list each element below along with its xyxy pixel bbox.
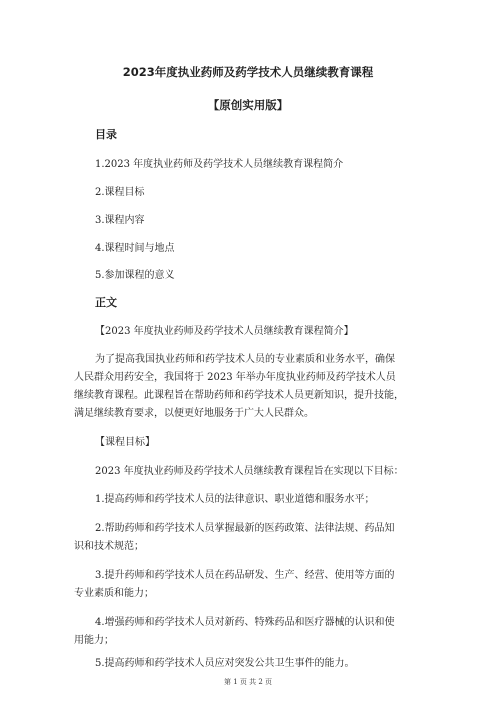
goal-4-line-1: 4.增强药师和药学技术人员对新药、特殊药品和医疗器械的认识和使 — [95, 617, 395, 628]
toc-item-3: 3.课程内容 — [95, 215, 145, 226]
goal-3-line-1: 3.提升药师和药学技术人员在药品研发、生产、经营、使用等方面的 — [95, 570, 395, 581]
goal-4-line-2: 用能力； — [74, 635, 114, 646]
intro-line-4: 满足继续教育要求，以便更好地服务于广大人民群众。 — [74, 408, 314, 419]
goal-3-line-2: 专业素质和能力； — [74, 588, 154, 599]
intro-line-3: 继续教育课程。此课程旨在帮助药师和药学技术人员更新知识，提升技能， — [74, 390, 404, 401]
goal-2-line-2: 识和技术规范； — [74, 541, 144, 552]
toc-item-1: 1.2023 年度执业药师及药学技术人员继续教育课程简介 — [95, 159, 344, 170]
section-goals-title: 【课程目标】 — [95, 437, 155, 448]
section-intro-title: 【2023 年度执业药师及药学技术人员继续教育课程简介】 — [95, 326, 354, 337]
goal-2-line-1: 2.帮助药师和药学技术人员掌握最新的医药政策、法律法规、药品知 — [95, 523, 395, 534]
goal-1: 1.提高药师和药学技术人员的法律意识、职业道德和服务水平； — [95, 494, 375, 505]
page-footer: 第 1 页 共 2 页 — [223, 678, 273, 686]
toc-heading: 目录 — [95, 128, 117, 141]
intro-line-2: 人民群众用药安全，我国将于 2023 年举办年度执业药师及药学技术人员 — [74, 372, 396, 383]
body-heading: 正文 — [95, 296, 117, 309]
goal-5: 5.提高药师和药学技术人员应对突发公共卫生事件的能力。 — [95, 658, 355, 669]
toc-item-2: 2.课程目标 — [95, 187, 145, 198]
document-title: 2023年度执业药师及药学技术人员继续教育课程 — [122, 65, 374, 79]
document-subtitle: 【原创实用版】 — [207, 98, 289, 112]
toc-item-5: 5.参加课程的意义 — [95, 270, 175, 281]
toc-item-4: 4.课程时间与地点 — [95, 243, 175, 254]
intro-line-1: 为了提高我国执业药师和药学技术人员的专业素质和业务水平，确保 — [95, 354, 395, 365]
goals-intro: 2023 年度执业药师及药学技术人员继续教育课程旨在实现以下目标： — [95, 466, 404, 477]
